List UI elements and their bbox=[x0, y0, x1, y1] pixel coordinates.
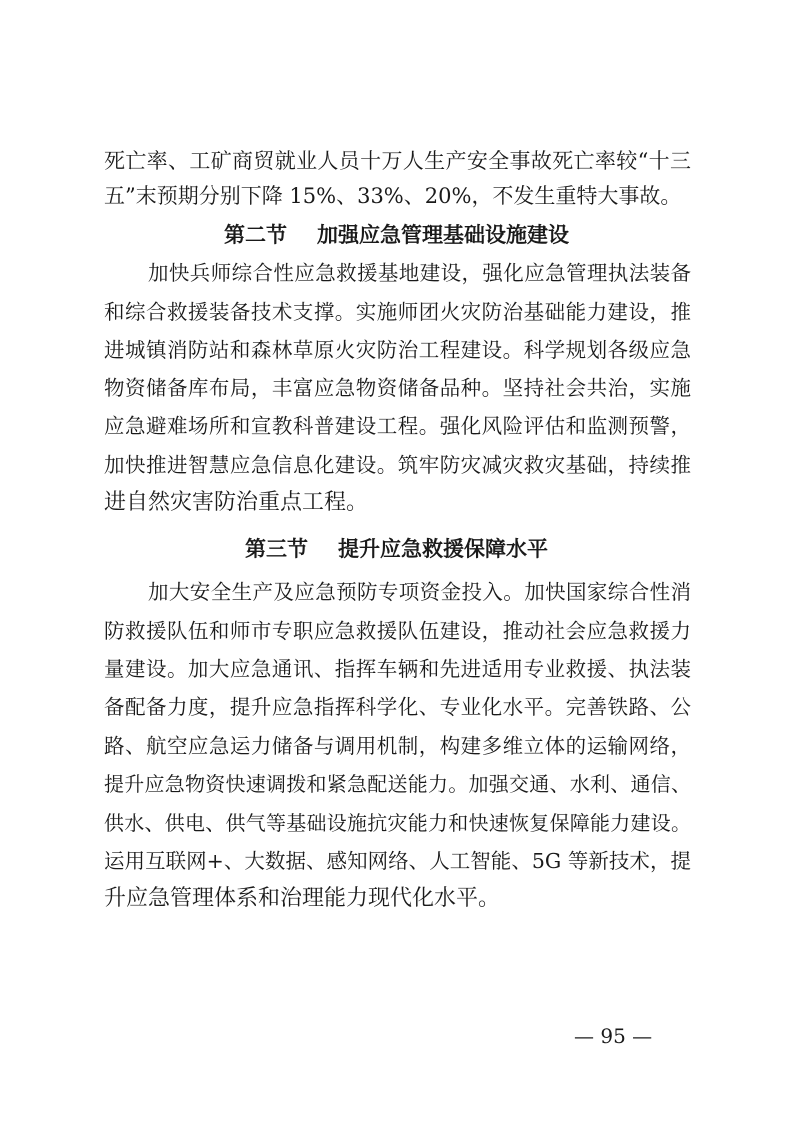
paragraph-line: 五”末预期分别下降 15%、33%、20%，不发生重特大事故。 bbox=[104, 184, 682, 208]
paragraph-line: 路、航空应急运力储备与调用机制，构建多维立体的运输网络， bbox=[104, 734, 691, 758]
paragraph-line: 防救援队伍和师市专职应急救援队伍建设，推动社会应急救援力 bbox=[104, 619, 691, 643]
paragraph-line: 量建设。加大应急通讯、指挥车辆和先进适用专业救援、执法装 bbox=[104, 657, 691, 681]
section-number: 第二节 bbox=[224, 223, 287, 247]
section-title: 加强应急管理基础设施建设 bbox=[317, 223, 569, 247]
paragraph-line: 加快推进智慧应急信息化建设。筑牢防灾减灾救灾基础，持续推 bbox=[104, 453, 691, 477]
paragraph-line: 物资储备库布局，丰富应急物资储备品种。坚持社会共治，实施 bbox=[104, 376, 691, 400]
paragraph-line: 死亡率、工矿商贸就业人员十万人生产安全事故死亡率较“十三 bbox=[104, 149, 691, 173]
paragraph-line: 加大安全生产及应急预防专项资金投入。加快国家综合性消 bbox=[148, 580, 691, 604]
paragraph-line: 运用互联网+、大数据、感知网络、人工智能、5G 等新技术，提 bbox=[104, 849, 691, 873]
paragraph-line: 进自然灾害防治重点工程。 bbox=[104, 490, 369, 515]
section-number: 第三节 bbox=[245, 537, 308, 561]
paragraph-line: 备配备力度，提升应急指挥科学化、专业化水平。完善铁路、公 bbox=[104, 695, 691, 719]
paragraph-line: 加快兵师综合性应急救援基地建设，强化应急管理执法装备 bbox=[148, 261, 691, 285]
section-title: 提升应急救援保障水平 bbox=[338, 537, 548, 561]
paragraph-line: 提升应急物资快速调拨和紧急配送能力。加强交通、水利、通信、 bbox=[104, 772, 691, 796]
paragraph-line: 进城镇消防站和森林草原火灾防治工程建设。科学规划各级应急 bbox=[104, 338, 691, 362]
section-heading bbox=[0, 220, 793, 250]
page-number: — 95 — bbox=[574, 1024, 653, 1048]
paragraph-line: 供水、供电、供气等基础设施抗灾能力和快速恢复保障能力建设。 bbox=[104, 811, 691, 835]
paragraph-line: 和综合救援装备技术支撑。实施师团火灾防治基础能力建设，推 bbox=[104, 300, 691, 324]
section-heading bbox=[0, 534, 793, 564]
paragraph-line: 升应急管理体系和治理能力现代化水平。 bbox=[104, 886, 501, 911]
paragraph-line: 应急避难场所和宣教科普建设工程。强化风险评估和监测预警， bbox=[104, 414, 691, 438]
